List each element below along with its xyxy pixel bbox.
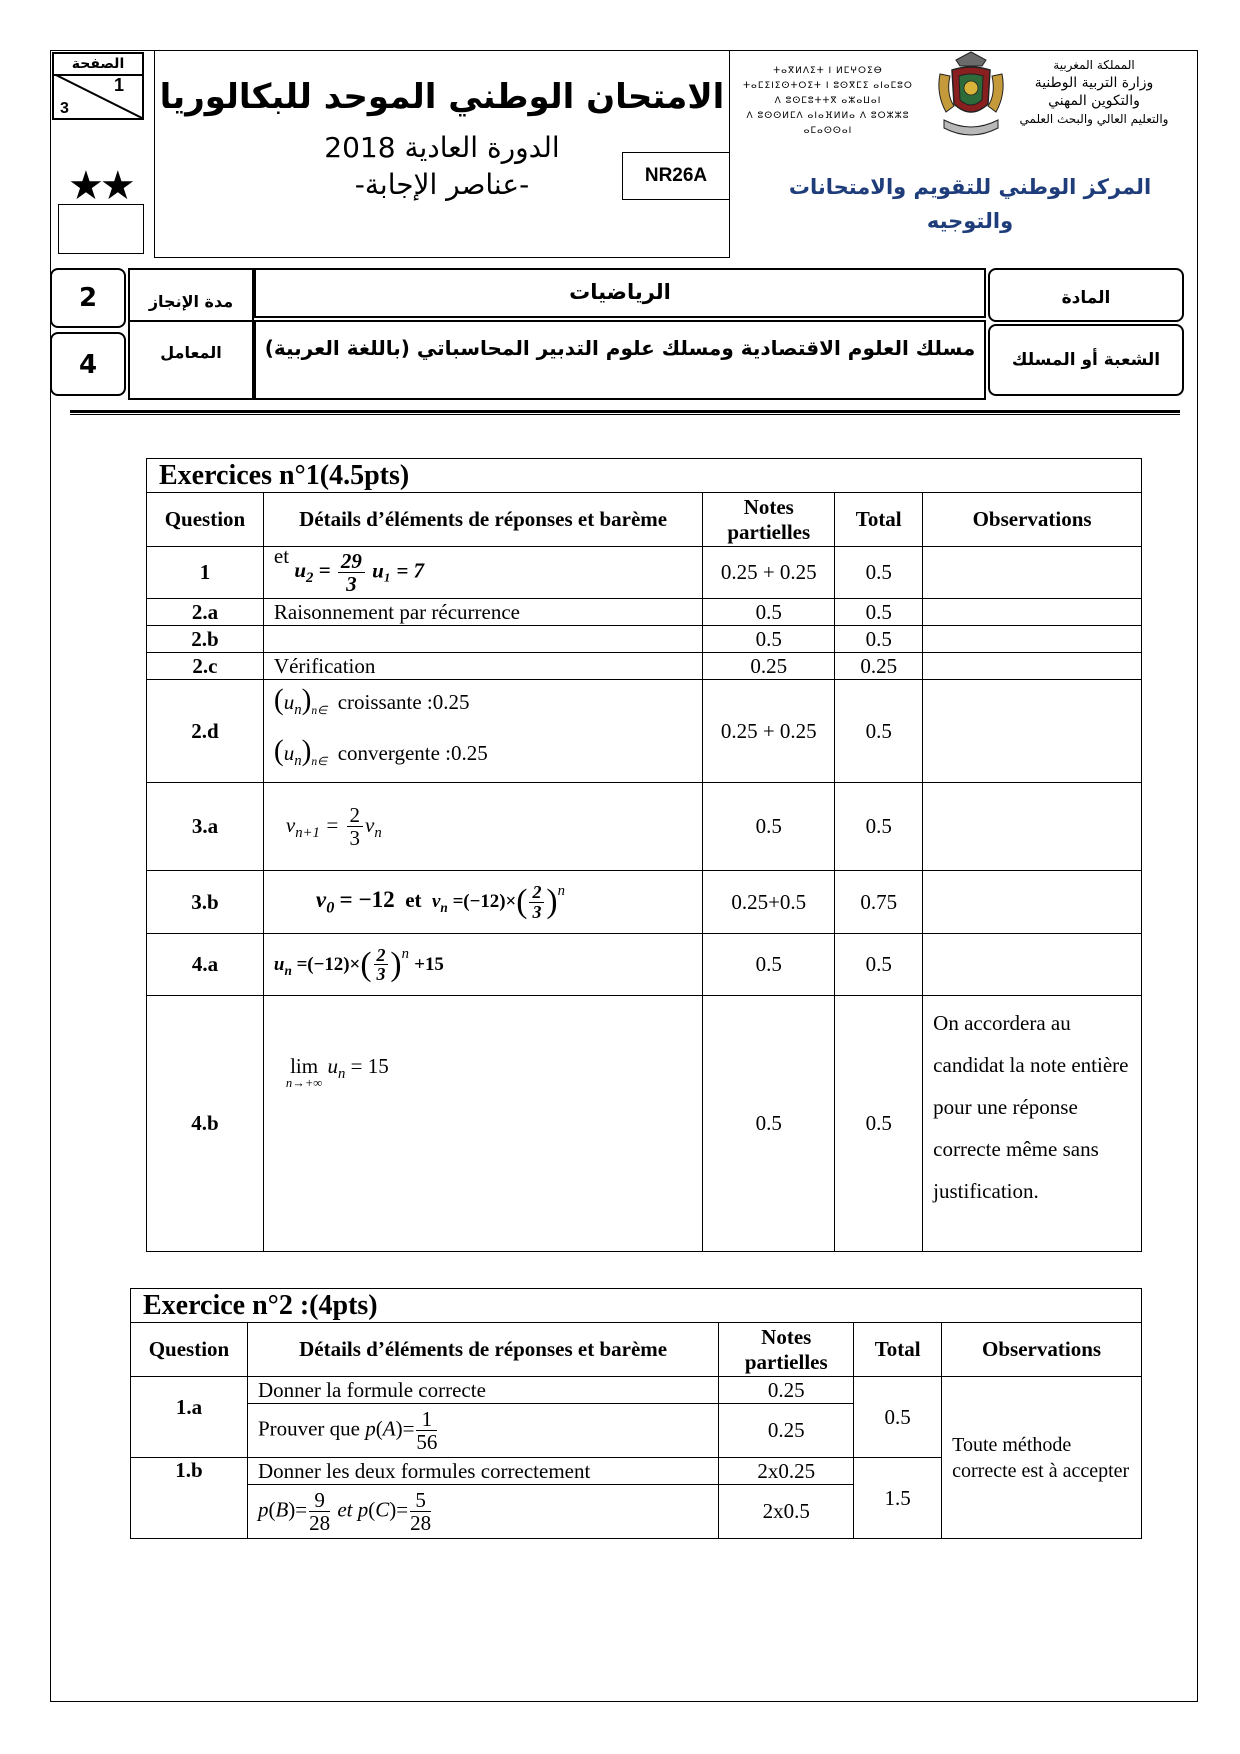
fraction xyxy=(309,1489,330,1534)
numerator: 5 xyxy=(410,1489,431,1512)
numerator: 9 xyxy=(309,1489,330,1512)
total-score: 0.5 xyxy=(835,626,923,653)
coefficient-label: المعامل xyxy=(160,343,222,362)
table-row xyxy=(131,1377,1142,1404)
partial-score: 0.25 + 0.25 xyxy=(703,680,835,783)
answer-details: Donner la formule correcte xyxy=(247,1377,718,1404)
partial-score: 0.25 xyxy=(719,1377,854,1404)
question-number: 2.c xyxy=(147,653,264,680)
page-total: 3 xyxy=(60,100,69,117)
header-observations: Observations xyxy=(923,493,1142,547)
exercise-2-title: Exercice n°2 :(4pts) xyxy=(131,1289,1142,1323)
question-number: 4.b xyxy=(147,996,264,1252)
duration-label: مدة الإنجاز xyxy=(148,292,234,311)
center-line: والتوجيه xyxy=(926,209,1014,233)
observation: On accordera au candidat la note entière pour une réponse correcte même sans justification. xyxy=(923,996,1142,1252)
total-score: 0.5 xyxy=(835,680,923,783)
track-label: الشعبة أو المسلك xyxy=(988,324,1184,396)
answer-details: Donner les deux formules correctement xyxy=(247,1458,718,1485)
answer-details: $v_{n+1}$ = $\frac{2}{3}$ $v_n$ xyxy=(263,783,702,871)
tifinagh-line: ⴷ ⵓⵙⵙⵍⵎⴷ ⴰⵏⴰⴼⵍⵍⴰ ⴷ ⵓⵔⵣⵣⵓ ⴰⵎⴰⵙⵙⴰⵏ xyxy=(746,111,910,136)
total-score: 0.5 xyxy=(835,783,923,871)
table-row xyxy=(147,871,1142,934)
total-score: 0.5 xyxy=(835,599,923,626)
total-score: 0.5 xyxy=(854,1377,942,1458)
observation xyxy=(923,653,1142,680)
table-row xyxy=(147,653,1142,680)
question-number: 1.b xyxy=(131,1458,248,1539)
answer-details: Prouver que p(A)= $\frac{1}{56}$ xyxy=(247,1404,718,1458)
answer-text: croissante :0.25 xyxy=(337,690,470,714)
ministry-line: المملكة المغربية xyxy=(1053,58,1135,72)
observation xyxy=(923,783,1142,871)
assessment-center xyxy=(770,170,1170,238)
denominator: 3 xyxy=(376,964,386,985)
answer-text: +15 xyxy=(414,953,444,975)
answer-text: lim xyxy=(290,1054,319,1079)
observation xyxy=(923,599,1142,626)
header-rule-thin xyxy=(70,414,1180,415)
total-score: 1.5 xyxy=(854,1458,942,1539)
coat-of-arms-icon xyxy=(934,50,1008,142)
observation xyxy=(923,626,1142,653)
table-row xyxy=(147,547,1142,599)
total-score: 0.5 xyxy=(835,934,923,996)
header-partial: Notes partielles xyxy=(719,1323,854,1377)
exercise-1-title: Exercices n°1(4.5pts) xyxy=(147,459,1142,493)
denominator: 28 xyxy=(410,1511,432,1535)
total-score: 0.25 xyxy=(835,653,923,680)
denominator: 28 xyxy=(309,1511,331,1535)
question-number: 1 xyxy=(147,547,264,599)
coefficient-value: 4 xyxy=(50,332,126,396)
numerator: 29 xyxy=(338,550,365,573)
table-row xyxy=(147,783,1142,871)
total-score: 0.5 xyxy=(835,996,923,1252)
answer-text: u₁ = 7 xyxy=(372,558,425,583)
partial-score: 2x0.5 xyxy=(719,1485,854,1539)
observation: Toute méthode correcte est à accepter xyxy=(942,1377,1142,1539)
answer-text: et xyxy=(337,1497,353,1522)
question-number: 2.a xyxy=(147,599,264,626)
blank-box xyxy=(58,204,144,254)
partial-score: 0.5 xyxy=(703,599,835,626)
tifinagh-line: ⵜⴰⴳⵍⴷⵉⵜ ⵏ ⵍⵎⵖⵔⵉⴱ xyxy=(773,66,883,76)
question-number: 2.b xyxy=(147,626,264,653)
numerator: 2 xyxy=(529,883,544,903)
partial-score: 2x0.25 xyxy=(719,1458,854,1485)
answer-text: n→+∞ xyxy=(285,1076,323,1091)
exam-session: الدورة العادية 2018 xyxy=(324,131,560,164)
tifinagh-line: ⵜⴰⵎⵉⵏⵉⵙⵜⵔⵉⵜ ⵏ ⵓⵙⴳⵎⵉ ⴰⵏⴰⵎⵓⵔ xyxy=(743,81,913,91)
partial-score: 0.5 xyxy=(703,626,835,653)
page-label: الصفحة xyxy=(54,54,142,76)
fraction xyxy=(347,804,364,849)
ministry-line: والتعليم العالي والبحث العلمي xyxy=(1019,112,1169,126)
table-row xyxy=(147,626,1142,653)
numerator: 2 xyxy=(347,804,364,827)
table-row xyxy=(147,934,1142,996)
exercise-1-table xyxy=(146,458,1142,1252)
observation xyxy=(923,934,1142,996)
header-total: Total xyxy=(835,493,923,547)
info-divider xyxy=(128,320,254,322)
answer-details: $u_n =(-12)\times$( $\frac{2}{3}$ )$^n$ +15 xyxy=(263,934,702,996)
header-rule xyxy=(70,410,1180,413)
page-number-box xyxy=(52,52,144,120)
partial-score: 0.25 xyxy=(719,1404,854,1458)
track-value: مسلك العلوم الاقتصادية ومسلك علوم التدبير المحاسباتي (باللغة العربية) xyxy=(254,320,986,400)
exam-title: الامتحان الوطني الموحد للبكالوريا xyxy=(159,77,725,117)
answer-text: = 15 xyxy=(350,1054,389,1079)
partial-score: 0.5 xyxy=(703,996,835,1252)
header-partial: Notes partielles xyxy=(703,493,835,547)
answer-text: = −12 xyxy=(339,886,395,913)
answer-text: (−12)× xyxy=(463,891,517,913)
fraction xyxy=(416,1408,437,1453)
fraction xyxy=(374,946,389,984)
observation xyxy=(923,680,1142,783)
answer-details: $(u_n)_{n\in}$ croissante :0.25 $(u_n)_{n\in}$ convergente :0.25 xyxy=(263,680,702,783)
ministry-line: وزارة التربية الوطنية xyxy=(1034,75,1154,91)
page-number: 1 xyxy=(113,75,124,95)
answer-text: et xyxy=(405,888,422,913)
answer-text: Prouver que xyxy=(257,1416,360,1441)
header-question: Question xyxy=(131,1323,248,1377)
exam-code: NR26A xyxy=(622,152,730,200)
question-number: 2.d xyxy=(147,680,264,783)
table-row xyxy=(147,599,1142,626)
tifinagh-header xyxy=(728,64,928,139)
denominator: 3 xyxy=(349,826,361,851)
question-number: 3.b xyxy=(147,871,264,934)
partial-score: 0.25 xyxy=(703,653,835,680)
fraction xyxy=(410,1489,431,1534)
answer-details: et $u_2$ = $\frac{29}{3}$ u₁ = 7 xyxy=(263,547,702,599)
ministry-name xyxy=(1000,56,1188,128)
partial-score: 0.5 xyxy=(703,934,835,996)
observation xyxy=(923,871,1142,934)
question-number: 1.a xyxy=(131,1377,248,1458)
fraction xyxy=(338,550,365,595)
subject-label: المادة xyxy=(988,268,1184,322)
numerator: 1 xyxy=(416,1408,437,1431)
answer-details xyxy=(263,626,702,653)
total-score: 0.5 xyxy=(835,547,923,599)
header-details: Détails d’éléments de réponses et barème xyxy=(263,493,702,547)
table-row xyxy=(147,680,1142,783)
numerator: 2 xyxy=(374,946,389,966)
stars-icon: ★★ xyxy=(68,163,132,208)
total-score: 0.75 xyxy=(835,871,923,934)
center-line: المركز الوطني للتقويم والامتحانات xyxy=(788,175,1152,199)
answer-details: lim n→+∞ $u_n = 15$ xyxy=(263,996,702,1252)
table-row xyxy=(147,996,1142,1252)
duration-value: 2 xyxy=(50,268,126,328)
denominator: 3 xyxy=(346,572,357,596)
answer-text: (−12)× xyxy=(307,953,361,975)
observation xyxy=(923,547,1142,599)
header-total: Total xyxy=(854,1323,942,1377)
answer-details: $v_0 = -12$ et $v_n =(-12)\times$( $\frac{2}{3}$ )$^n$ xyxy=(263,871,702,934)
subject-value: الرياضيات xyxy=(254,268,986,318)
exercise-2-table xyxy=(130,1288,1142,1539)
header-observations: Observations xyxy=(942,1323,1142,1377)
question-number: 4.a xyxy=(147,934,264,996)
header-details: Détails d’éléments de réponses et barème xyxy=(247,1323,718,1377)
ministry-line: والتكوين المهني xyxy=(1048,93,1140,109)
exam-subtitle: -عناصر الإجابة- xyxy=(354,168,530,201)
partial-score: 0.5 xyxy=(703,783,835,871)
partial-score: 0.25+0.5 xyxy=(703,871,835,934)
answer-text: et xyxy=(273,543,290,568)
denominator: 56 xyxy=(416,1430,438,1454)
info-labels-box xyxy=(128,268,254,400)
fraction xyxy=(529,883,544,921)
answer-details: Vérification xyxy=(263,653,702,680)
question-number: 3.a xyxy=(147,783,264,871)
answer-text: convergente :0.25 xyxy=(337,741,488,766)
partial-score: 0.25 + 0.25 xyxy=(703,547,835,599)
tifinagh-line: ⴷ ⵓⵙⵎⵓⵜⵜⴳ ⴰⵣⴰⵡⴰⵏ xyxy=(774,96,882,106)
denominator: 3 xyxy=(532,901,542,922)
answer-details: p(B)= $\frac{9}{28}$ et p(C)= $\frac{5}{28}$ xyxy=(247,1485,718,1539)
answer-details: Raisonnement par récurrence xyxy=(263,599,702,626)
header-question: Question xyxy=(147,493,264,547)
